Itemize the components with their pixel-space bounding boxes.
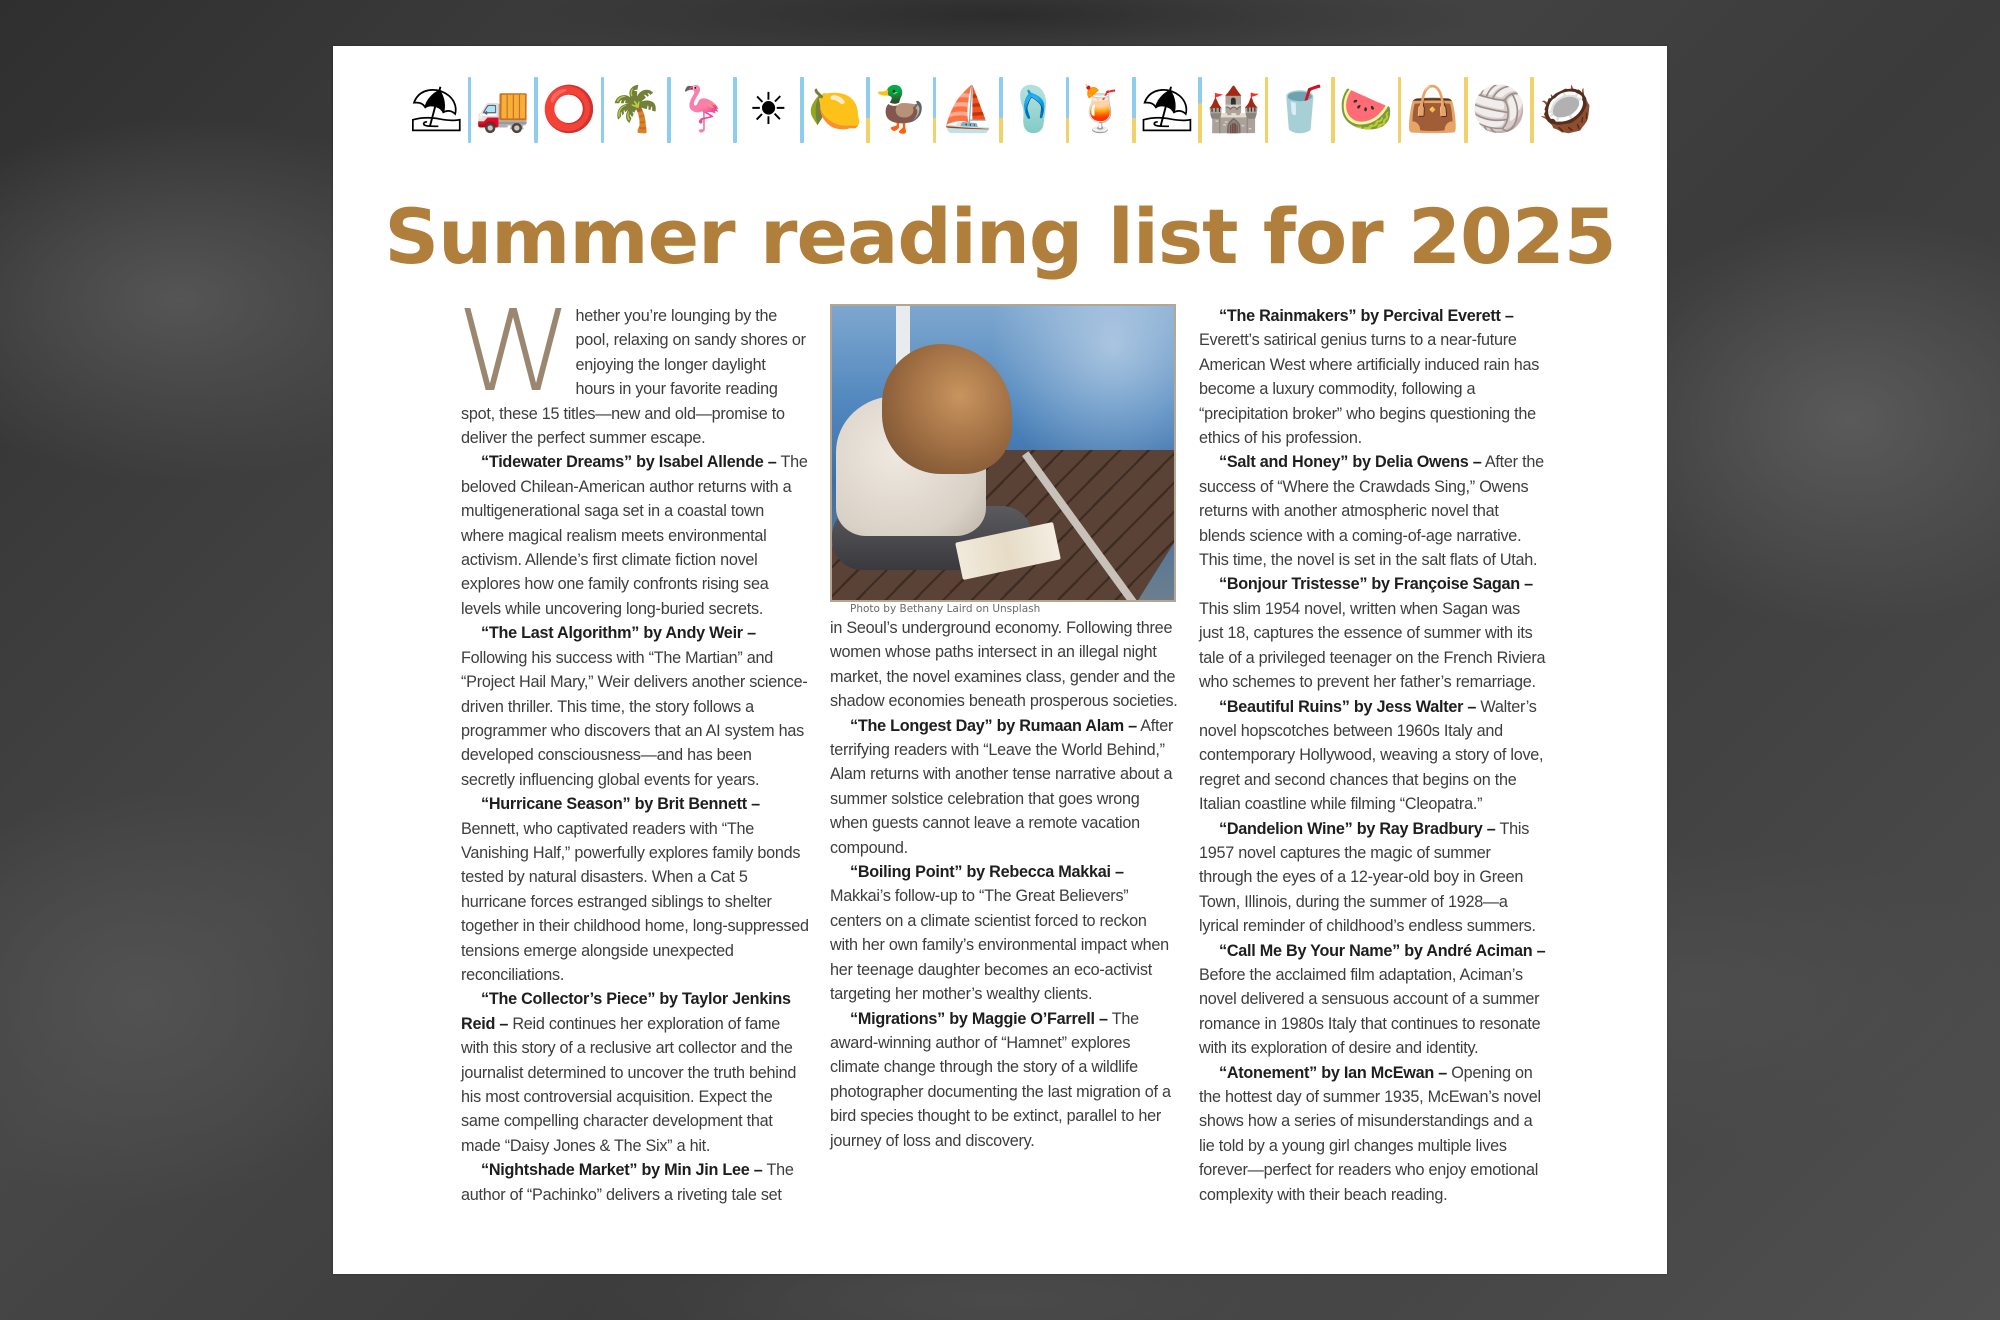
- swim-fins-icon: 🩴: [1006, 84, 1062, 135]
- article-photo: [830, 304, 1176, 602]
- book-heading: “The Collector’s Piece” by Taylor Jenkins Reid –: [461, 990, 791, 1033]
- book-heading: “Boiling Point” by Rebecca Makkai –: [850, 863, 1124, 882]
- intro-paragraph: [456, 287, 809, 450]
- article-column-2: [830, 304, 1178, 1153]
- book-entry: [1199, 450, 1547, 572]
- book-heading: “Beautiful Ruins” by Jess Walter –: [1219, 697, 1477, 716]
- smiling-sun-icon: ☀: [748, 84, 789, 135]
- sandcastle-icon: 🏰: [1206, 84, 1261, 135]
- book-description: Everett’s satirical genius turns to a near-future American West where artificially induced rain has become a luxury commodity, following a “precipitation broker” who begins questioning the ethics of his profession.: [1199, 331, 1540, 448]
- book-entry: [461, 450, 809, 621]
- book-description: This 1957 novel captures the magic of summer through the eyes of a 12-year-old boy in Green Town, Illinois, during the summer of 1928—a lyrical reminder of childhood’s endless summers.: [1199, 819, 1536, 936]
- book-description: After the success of “Where the Crawdads Sing,” Owens returns with another atmospheric novel that blends science with a coming-of-age narrative. This time, the novel is set in the salt flats of Utah.: [1199, 453, 1544, 570]
- book-entry: [1199, 572, 1547, 694]
- book-heading: “Dandelion Wine” by Ray Bradbury –: [1219, 819, 1496, 838]
- book-heading: “Tidewater Dreams” by Isabel Allende –: [481, 453, 777, 472]
- tropical-drink-icon: 🍹: [1073, 84, 1128, 135]
- book-description: After terrifying readers with “Leave the World Behind,” Alam returns with another tense narrative about a summer solstice celebration that goes wrong when guests cannot leave a remote vacation compound.: [830, 716, 1174, 857]
- book-entry: [830, 1007, 1178, 1153]
- palm-tree-island-icon: 🌴: [608, 84, 664, 135]
- book-description: This slim 1954 novel, written when Sagan was just 18, captures the essence of summer with its tale of a privileged teenager on the French Riviera who schemes to prevent her father’s remarriage.: [1199, 599, 1546, 692]
- book-description: Reid continues her exploration of fame with this story of a reclusive art collector and the journalist determined to uncover the truth behind his most controversial acquisition. Expect the same compelling character development that made “Daisy Jones & The Six” a hit.: [461, 1014, 797, 1155]
- book-description: Following his success with “The Martian” and “Project Hail Mary,” Weir delivers another science-driven thriller. This time, the story follows a programmer who discovers that an AI system has developed consciousness—and has been secretly influencing global events for years.: [461, 648, 808, 789]
- book-description: in Seoul’s underground economy. Following three women whose paths intersect in an illegal night market, the novel examines class, gender and the shadow economies beneath prosperous societies.: [830, 619, 1178, 711]
- book-entry: [461, 1158, 809, 1207]
- book-heading: “Salt and Honey” by Delia Owens –: [1219, 453, 1482, 472]
- book-heading: “Bonjour Tristesse” by Françoise Sagan –: [1219, 575, 1533, 594]
- beach-bag-icon: 👜: [1405, 84, 1461, 135]
- book-entry: [1199, 304, 1547, 450]
- volleyball-icon: 🏐: [1471, 84, 1527, 135]
- book-heading: “The Longest Day” by Rumaan Alam –: [850, 716, 1137, 735]
- book-entry: [1199, 1061, 1547, 1207]
- glass-with-straw-icon: 🥤: [1272, 84, 1328, 135]
- coconut-drink-icon: 🥥: [1538, 84, 1593, 135]
- book-entry: [461, 621, 809, 792]
- book-description: Before the acclaimed film adaptation, Aciman’s novel delivered a sensuous account of a summer romance in 1980s Italy that continues to resonate with its exploration of desire and identity.: [1199, 965, 1541, 1058]
- book-description: The beloved Chilean-American author returns with a multigenerational saga set in a coastal town where magical realism meets environmental activism. Allende’s first climate fiction novel explores how one family confronts rising sea levels while uncovering long-buried secrets.: [461, 453, 808, 618]
- book-entry: [1199, 695, 1547, 817]
- lemon-slice-icon: 🍋: [807, 84, 863, 135]
- book-heading: “The Last Algorithm” by Andy Weir –: [481, 624, 756, 643]
- flamingo-float-icon: 🦩: [674, 84, 730, 135]
- book-heading: “Atonement” by Ian McEwan –: [1219, 1063, 1448, 1082]
- book-heading: “Nightshade Market” by Min Jin Lee –: [481, 1161, 763, 1180]
- sailboat-icon: ⛵: [940, 84, 996, 135]
- watermelon-slice-icon: 🍉: [1338, 84, 1394, 135]
- book-entry: [830, 860, 1178, 1006]
- book-description: The author of “Pachinko” delivers a riveting tale set: [461, 1161, 794, 1204]
- book-entry-continued: [830, 616, 1178, 714]
- book-description: Walter’s novel hopscotches between 1960s Italy and contemporary Hollywood, weaving a story of love, regret and second chances that begins on the Italian coastline while filming “Cleopatra.”: [1199, 697, 1544, 814]
- summer-icon-strip: [405, 76, 1597, 144]
- book-entry: [461, 792, 809, 987]
- book-heading: “Hurricane Season” by Brit Bennett –: [481, 795, 760, 814]
- article-title: Summer reading list for 2025: [384, 192, 1616, 281]
- book-heading: “The Rainmakers” by Percival Everett –: [1219, 307, 1514, 325]
- article-page: [333, 46, 1667, 1274]
- photo-caption: Photo by Bethany Laird on Unsplash: [850, 603, 1041, 615]
- life-ring-icon: ⭕: [541, 84, 597, 135]
- dropcap: W: [456, 287, 573, 417]
- book-heading: “Call Me By Your Name” by André Aciman –: [1219, 941, 1546, 960]
- intro-text: hether you’re lounging by the pool, relaxing on sandy shores or enjoying the longer daylight hours in your favorite reading spot, these 15 titles—new and old—promise to deliver the perfect summer escape.: [461, 307, 806, 448]
- article-column-3: [1199, 304, 1547, 1207]
- article-column-1: [456, 287, 809, 1207]
- book-description: Opening on the hottest day of summer 1935, McEwan’s novel shows how a series of misunderstandings and a lie told by a young girl changes multiple lives forever—perfect for readers who enjoy emotional complexity with their beach reading.: [1199, 1063, 1541, 1204]
- book-description: Bennett, who captivated readers with “The Vanishing Half,” powerfully explores family bonds tested by natural disasters. When a Cat 5 hurricane forces estranged siblings to shelter together in their childhood home, long-suppressed tensions emerge alongside unexpected reconciliations.: [461, 819, 809, 984]
- book-entry: [1199, 939, 1547, 1061]
- book-entry: [461, 987, 809, 1158]
- book-description: Makkai’s follow-up to “The Great Believers” centers on a climate scientist forced to reckon with her own family’s environmental impact when her teenage daughter becomes an eco-activist targeting her mother’s wealthy clients.: [830, 887, 1169, 1004]
- beach-umbrella-icon: ⛱: [1139, 84, 1195, 135]
- beach-chair-umbrella-icon: ⛱: [408, 84, 465, 135]
- toy-dump-truck-icon: 🚚: [475, 84, 531, 135]
- book-heading: “Migrations” by Maggie O’Farrell –: [850, 1009, 1108, 1028]
- book-entry: [830, 714, 1178, 860]
- book-description: The award-winning author of “Hamnet” explores climate change through the story of a wildlife photographer documenting the last migration of a bird species thought to be extinct, parallel to her journey of loss and discovery.: [830, 1009, 1171, 1150]
- duck-float-icon: 🦆: [873, 84, 929, 135]
- book-entry: [1199, 817, 1547, 939]
